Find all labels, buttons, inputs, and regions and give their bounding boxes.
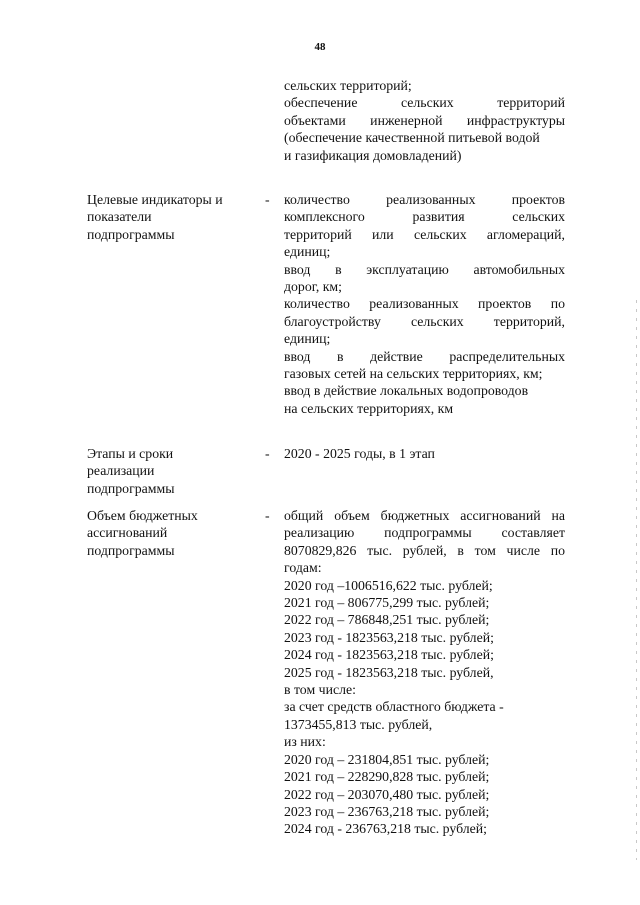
text-line: единиц;	[284, 331, 331, 347]
text-line: подпрограммы	[87, 226, 175, 242]
text-line: количество реализованных проектов по	[284, 296, 565, 312]
text-line: реализацию подпрограммы составляет	[284, 525, 565, 541]
text-line: Объем бюджетных	[87, 508, 198, 523]
text-line: общий объем бюджетных ассигнований на	[284, 508, 565, 523]
text-line: на сельских территориях, км	[284, 400, 454, 416]
text-line: территорий или сельских агломераций,	[284, 226, 565, 242]
text-line: (обеспечение качественной питьевой водой	[284, 130, 540, 146]
row-dash: -	[265, 508, 270, 523]
row-dash: -	[265, 192, 270, 207]
text-line: 2024 год - 236763,218 тыс. рублей;	[284, 821, 488, 837]
text-line: количество реализованных проектов	[284, 192, 565, 207]
text-line: из них:	[284, 734, 326, 750]
row-label	[87, 507, 257, 559]
text-line: 2020 год – 231804,851 тыс. рублей;	[284, 751, 490, 767]
text-line: 2022 год – 786848,251 тыс. рублей;	[284, 612, 490, 628]
text-line: годам:	[284, 560, 322, 576]
row-dash: -	[265, 446, 270, 461]
text-line: дорог, км;	[284, 279, 342, 295]
text-line: за счет средств областного бюджета -	[284, 699, 504, 715]
intro-paragraph	[284, 77, 565, 164]
row-value	[284, 445, 565, 462]
text-line: Целевые индикаторы и	[87, 192, 223, 207]
text-line: и газификация домовладений)	[284, 147, 462, 163]
text-line: 2023 год – 236763,218 тыс. рублей;	[284, 803, 490, 819]
text-line: 2021 год – 806775,299 тыс. рублей;	[284, 595, 490, 611]
row-value	[284, 191, 565, 417]
text-line: благоустройству сельских территорий,	[284, 313, 565, 329]
text-line: сельских территорий;	[284, 78, 412, 93]
text-line: 2020 - 2025 годы, в 1 этап	[284, 446, 435, 461]
text-line: 2023 год - 1823563,218 тыс. рублей;	[284, 629, 494, 645]
text-line: газовых сетей на сельских территориях, км;	[284, 366, 543, 382]
text-line: 2021 год – 228290,828 тыс. рублей;	[284, 769, 490, 785]
text-line: 1373455,813 тыс. рублей,	[284, 716, 433, 732]
text-line: 2025 год - 1823563,218 тыс. рублей,	[284, 664, 494, 680]
text-line: 2020 год –1006516,622 тыс. рублей;	[284, 577, 493, 593]
text-line: ввод в эксплуатацию автомобильных	[284, 261, 565, 277]
row-label	[87, 445, 257, 497]
page-number: 48	[314, 41, 326, 53]
text-line: ассигнований	[87, 525, 168, 541]
text-line: 8070829,826 тыс. рублей, в том числе по	[284, 542, 565, 558]
text-line: в том числе:	[284, 682, 356, 698]
text-line: единиц;	[284, 244, 331, 260]
text-line: подпрограммы	[87, 480, 175, 496]
text-line: 2024 год - 1823563,218 тыс. рублей;	[284, 647, 494, 663]
text-line: подпрограммы	[87, 542, 175, 558]
text-line: реализации	[87, 463, 155, 479]
text-line: ввод в действие локальных водопроводов	[284, 383, 529, 399]
text-line: ввод в действие распределительных	[284, 348, 565, 364]
text-line: комплексного развития сельских	[284, 209, 565, 225]
row-value	[284, 507, 565, 838]
text-line: 2022 год – 203070,480 тыс. рублей;	[284, 786, 490, 802]
scan-edge-mark	[636, 300, 637, 860]
text-line: показатели	[87, 209, 152, 225]
text-line: объектами инженерной инфраструктуры	[284, 112, 565, 128]
row-label	[87, 191, 257, 243]
text-line: Этапы и сроки	[87, 446, 174, 461]
text-line: обеспечение сельских территорий	[284, 95, 565, 111]
